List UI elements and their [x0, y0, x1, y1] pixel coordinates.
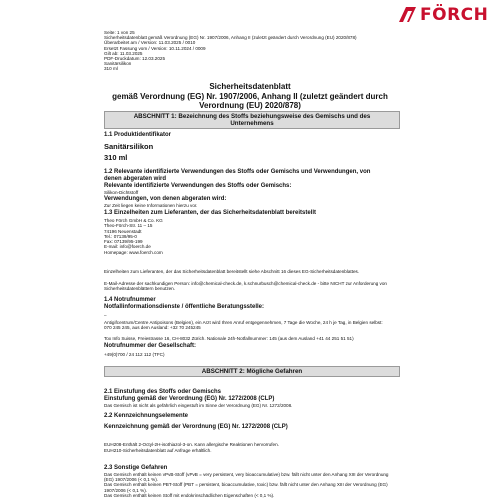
section-1-bar [104, 111, 400, 129]
euh208-statement: EUH208-Enthält 2-Octyl-2H-isothiazol-3-on. Kann allergische Reaktionen hervorrufen. [104, 442, 279, 447]
classification-text: Das Gemisch ist nicht als gefährlich eingestuft im Sinne der Verordnung (EG) Nr. 1272/2008. [104, 403, 293, 408]
other-hazards-line-2: (EG) 1907/2006 (< 0,1 %). [104, 477, 159, 483]
section-1-bar-line-1: ABSCHNITT 1: Bezeichnung des Stoffs beziehungsweise des Gemischs und des [133, 112, 371, 120]
company-logo [399, 5, 493, 25]
advised-against-heading: Verwendungen, von denen abgeraten wird: [104, 196, 227, 202]
supplier-note: Einzelheiten zum Lieferanten, der das Sicherheitsdatenblatt bereitstellt siehe Abschnitt 16 dieses EG-Sicherheitsdatenblattes. [104, 269, 360, 274]
supplier-homepage[interactable]: Homepage: www.foerch.com [104, 249, 163, 255]
relevant-uses-heading: Relevante identifizierte Verwendungen des Stoffs oder Gemischs: [104, 183, 292, 189]
company-emergency-heading: Notrufnummer der Gesellschaft: [104, 343, 197, 349]
logo-text: FÖRCH [420, 5, 489, 25]
supplier-email[interactable]: E-mail: info@foerch.de [104, 244, 151, 250]
header-product: Sanitärsilikon [104, 61, 132, 67]
advised-against-text: Zur Zeit liegen keine Informationen hierzu vor. [104, 203, 198, 208]
antigif-line-2: 070 245 245, aus dem Ausland: +32 70 245245 [104, 325, 201, 331]
product-name: Sanitärsilikon [104, 142, 154, 151]
heading-2-1-sub: Einstufung gemäß der Verordnung (EG) Nr. 1272/2008 (CLP) [104, 396, 275, 402]
toxinfo-line: Tox Info Suisse, Freiestrasse 16, CH-8032 Zürich. Nationale 24h-Notfallnummer: 145 (aus dem Ausland +41 44 251 51 51) [104, 336, 354, 341]
supplier-name: Theo Förch GmbH & Co. KG [104, 218, 163, 223]
title-line-1: Sicherheitsdatenblatt [209, 82, 291, 91]
header-valid-from: Gilt ab: 11.03.2025 [104, 50, 143, 56]
title-line-3: Verordnung (EU) 2020/878) [199, 101, 301, 110]
heading-1-3: 1.3 Einzelheiten zum Lieferanten, der das Sicherheitsdatenblatt bereitstellt [104, 210, 317, 216]
logo-mark-icon [399, 7, 416, 22]
other-hazards-line-5: Das Gemisch enthält keinen Stoff mit endokrinschädlichen Eigenschaften (< 0,1 %). [104, 492, 275, 498]
other-hazards-line-3: Das Gemisch enthält keinen PBT-Stoff (PBT = persistent, bioaccumulative, toxic) bzw. fällt nicht unter den Anhang XIII der Verordnung (EG) [104, 482, 388, 488]
heading-2-2: 2.2 Kennzeichnungselemente [104, 413, 189, 419]
emergency-dash: – [104, 313, 107, 318]
section-2-bar: ABSCHNITT 2: Mögliche Gefahren [104, 366, 400, 377]
heading-1-4: 1.4 Notrufnummer [104, 297, 156, 303]
header-size: 310 ml [104, 66, 118, 72]
expert-email-line-1: E-Mail-Adresse der sachkundigen Person: info@chemical-check.de, k.schnurbusch@chemical-check.de - bitte NICHT zur Anforderung von [104, 281, 387, 286]
euh210-statement: EUH210-Sicherheitsdatenblatt auf Anfrage erhältlich. [104, 448, 212, 453]
supplier-block [104, 218, 163, 255]
other-hazards [104, 472, 389, 498]
antigif-line-1: Antigifcentrum/Centre Antipoisons (Belgien), ein Arzt wird Ihren Anruf entgegennehmen, 7 Tage die Woche, 24 h je Tag, in Belgien selbst: [104, 320, 383, 325]
header-replaces: Ersetzt Fassung vom / Version: 10.11.2024 / 0009 [104, 45, 206, 51]
header-meta [104, 30, 357, 72]
supplier-phone: Tel.: 07139/95-0 [104, 233, 137, 239]
heading-2-2-sub: Kennzeichnung gemäß der Verordnung (EG) Nr. 1272/2008 (CLP) [104, 424, 288, 430]
title-line-2: gemäß Verordnung (EG) Nr. 1907/2006, Anhang II (zuletzt geändert durch [112, 91, 388, 101]
other-hazards-line-4: 1907/2006 (< 0,1 %). [104, 487, 148, 493]
document-title [60, 82, 440, 111]
expert-email-line-2: Sicherheitsdatenblättern benutzen. [104, 286, 175, 292]
header-revised: Überarbeitet am / Version: 11.03.2025 / 0010 [104, 40, 196, 46]
product-size: 310 ml [104, 153, 128, 162]
relevant-uses-text: Silikon-Dichtstoff [104, 190, 139, 195]
expert-email [104, 281, 387, 291]
header-regulation: Sicherheitsdatenblatt gemäß Verordnung (EG) Nr. 1907/2006, Anhang II (zuletzt geändert durch Verordnung (EU) 2020/878) [104, 35, 357, 41]
company-emergency-phone: +49(0)700 / 24 112 112 (TFC) [104, 352, 165, 357]
heading-1-1: 1.1 Produktidentifikator [104, 132, 172, 138]
supplier-fax: Fax: 07139/95-199 [104, 239, 143, 245]
other-hazards-line-1: Das Gemisch enthält keinen vPvB-Stoff (vPvB = very persistent, very bioaccumulative) bzw. fällt nicht unter den Anhang XIII der Verordnung [104, 472, 389, 477]
section-1-bar-line-2: Unternehmens [230, 119, 274, 127]
heading-1-2 [104, 169, 370, 183]
heading-2-3: 2.3 Sonstige Gefahren [104, 465, 168, 471]
header-page: Seite: 1 von 25 [104, 30, 135, 35]
antigif-info [104, 320, 383, 330]
heading-1-2-line-2: denen abgeraten wird [104, 176, 167, 182]
supplier-street: Theo-Förch-Str. 11 – 15 [104, 223, 153, 229]
supplier-city: 74196 Neuenstadt [104, 228, 142, 234]
header-print-date: PDF-Druckdatum: 12.03.2025 [104, 56, 166, 62]
heading-1-4-sub: Notfallinformationsdienste / öffentliche Beratungsstelle: [104, 304, 265, 310]
heading-2-1: 2.1 Einstufung des Stoffs oder Gemischs [104, 389, 222, 395]
heading-1-2-line-1: 1.2 Relevante identifizierte Verwendungen des Stoffs oder Gemischs und Verwendungen, von [104, 169, 371, 175]
